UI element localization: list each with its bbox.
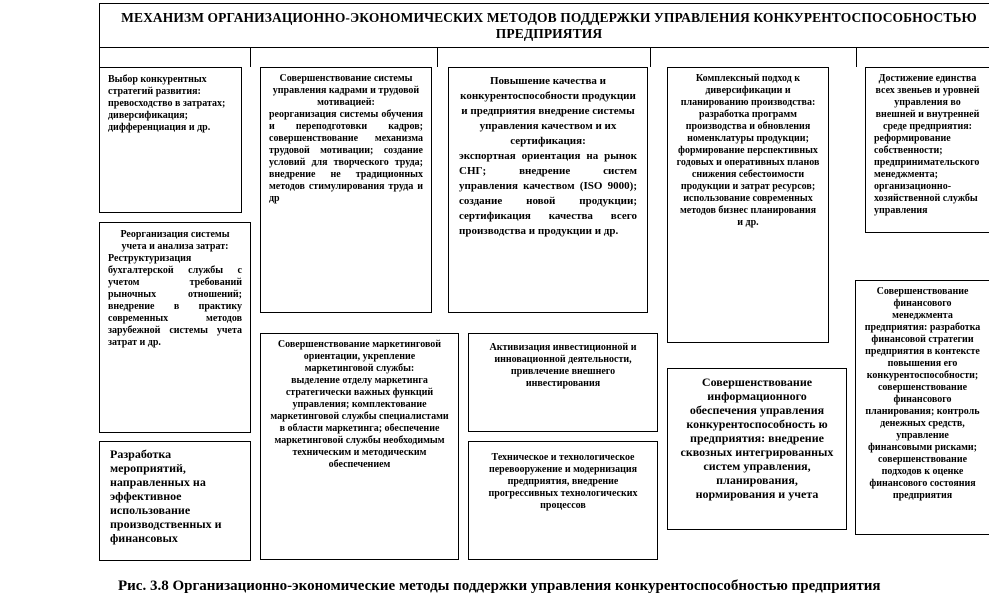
connector-line: [250, 48, 251, 67]
block-personnel-management: [260, 67, 432, 313]
block-body: Разработка мероприятий, направленных на эффективное использование производственных и финансовых: [110, 447, 222, 545]
block-head: Совершенствование маркетинговой ориентации, укрепление маркетинговой службы:: [277, 339, 442, 374]
figure-caption: Рис. 3.8 Организационно-экономические методы поддержки управления конкурентоспособностью предприятия: [118, 578, 881, 594]
block-marketing: [260, 333, 459, 560]
block-management-unity: [865, 67, 989, 233]
block-head: Совершенствование системы управления кадрами и трудовой мотивацией:: [272, 73, 420, 108]
connector-line: [650, 48, 651, 67]
block-head: Активизация инвестиционной и инновационной деятельности, привлечение внешнего инвестирования: [489, 342, 637, 389]
block-body: Выбор конкурентных стратегий развития: превосходство в затратах; диверсификация; дифференциация и др.: [108, 74, 226, 133]
block-head: Совершенствование информационного обеспечения управления конкурентоспособность ю предприятия: внедрение сквозных интегрированных систем управления, планирования, нормирования и учета: [680, 375, 834, 501]
connector-line: [856, 48, 857, 67]
block-head: Техническое и технологическое перевооружение и модернизация предприятия, внедрение прогрессивных технологических процессов: [488, 452, 638, 511]
block-diversification: [667, 67, 829, 343]
diagram-title: МЕХАНИЗМ ОРГАНИЗАЦИОННО-ЭКОНОМИЧЕСКИХ МЕТОДОВ ПОДДЕРЖКИ УПРАВЛЕНИЯ КОНКУРЕНТОСПОСОБНОСТЬЮ ПРЕДПРИЯТИЯ: [99, 3, 989, 48]
block-modernization: [468, 441, 658, 560]
block-head: Совершенствование финансового менеджмента предприятия: разработка финансовой стратегии предприятия в контексте повышения его конкурентоспособности; совершенствование финансового планирования; контроль денежных средств, управление финансовыми рисками; совершенствование подходов к оценке финансового состояния предприятия: [864, 286, 981, 501]
block-competitive-strategy: [99, 67, 242, 213]
connector-line: [99, 48, 100, 67]
block-resource-usage: [99, 441, 251, 561]
block-cost-accounting: [99, 222, 251, 433]
block-body: выделение отделу маркетинга стратегически важных функций управления; комплектование маркетинговой службы специалистами в области маркетинга; обеспечение маркетинговой службы необходимым техническим и методическим обеспечением: [270, 375, 449, 470]
block-head: Достижение единства всех звеньев и уровней управления во внешней и внутренней среде предприятия:: [875, 73, 980, 132]
connector-line: [437, 48, 438, 67]
block-head: Комплексный подход к диверсификации и планированию производства: разработка программ производства и обновления номенклатуры продукции; формирование перспективных годовых и оперативных планов снижения себестоимости продукции и затрат ресурсов; использование современных методов бизнес планирования и др.: [676, 73, 820, 228]
block-body: реорганизация системы обучения и переподготовки кадров; совершенствование механизма трудовой мотивации; создание условий для творческого труда; внедрение не традиционных методов стимулирования труда и др: [269, 109, 423, 204]
block-information-support: [667, 368, 847, 530]
block-body: Реструктуризация бухгалтерской службы с учетом требований рыночных отношений; внедрение в практику современных методов зарубежной системы учета затрат и др.: [108, 253, 242, 348]
block-head: Повышение качества и конкурентоспособности продукции и предприятия внедрение системы управления качеством и их сертификация:: [460, 75, 636, 147]
block-head: Реорганизация системы учета и анализа затрат:: [120, 229, 230, 252]
block-body: экспортная ориентация на рынок СНГ; внедрение систем управления качеством (ISO 9000); создание новой продукции; сертификация качества всего производства и продукции и др.: [459, 150, 637, 237]
block-financial-management: [855, 280, 989, 535]
block-investment: [468, 333, 658, 432]
block-quality: [448, 67, 648, 313]
block-body: реформирование собственности; предпринимательского менеджмента; организационно-хозяйственной службы управления: [874, 133, 980, 216]
